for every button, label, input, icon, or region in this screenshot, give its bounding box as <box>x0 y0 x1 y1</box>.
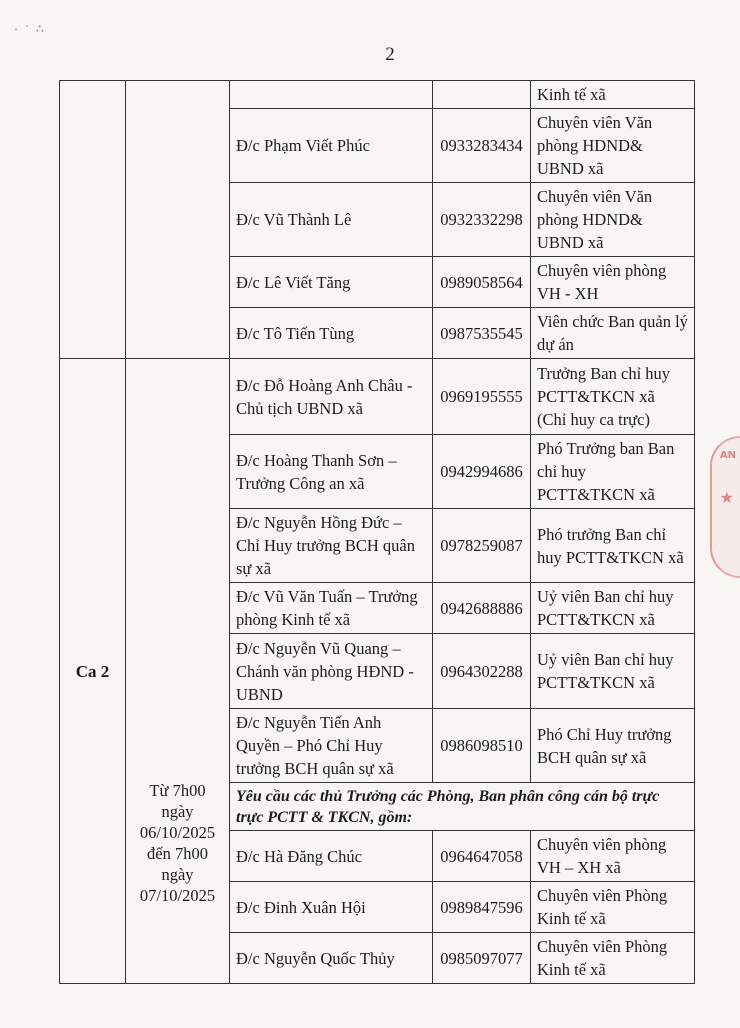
role-cell: Chuyên viên phòng VH - XH <box>531 257 695 308</box>
name-cell: Đ/c Nguyễn Hồng Đức – Chỉ Huy trưởng BCH quân sự xã <box>230 509 433 583</box>
star-icon: ★ <box>719 490 734 507</box>
shift-cell-prev <box>60 81 126 359</box>
shift-time-text: Từ 7h00 ngày 06/10/2025 đến 7h00 ngày 07/10/2025 <box>139 781 216 905</box>
name-cell: Đ/c Hoàng Thanh Sơn – Trưởng Công an xã <box>230 435 433 509</box>
phone-cell <box>433 81 531 109</box>
phone-cell: 0989058564 <box>433 257 531 308</box>
name-cell: Đ/c Tô Tiến Tùng <box>230 308 433 359</box>
name-cell: Đ/c Nguyễn Vũ Quang – Chánh văn phòng HĐND - UBND <box>230 634 433 709</box>
name-cell: Đ/c Vũ Thành Lê <box>230 183 433 257</box>
name-cell: Đ/c Lê Viết Tăng <box>230 257 433 308</box>
role-cell: Chuyên viên Phòng Kinh tế xã <box>531 933 695 984</box>
role-cell: Phó Trưởng ban Ban chỉ huy PCTT&TKCN xã <box>531 435 695 509</box>
role-cell: Phó Chỉ Huy trưởng BCH quân sự xã <box>531 709 695 783</box>
shift-label: Ca 2 <box>60 359 126 984</box>
page-number: 2 <box>385 44 395 65</box>
time-cell-prev <box>126 81 230 359</box>
role-cell: Chuyên viên phòng VH – XH xã <box>531 831 695 882</box>
phone-cell: 0964647058 <box>433 831 531 882</box>
name-cell: Đ/c Đinh Xuân Hội <box>230 882 433 933</box>
phone-cell: 0932332298 <box>433 183 531 257</box>
phone-cell: 0933283434 <box>433 109 531 183</box>
role-cell: Phó trưởng Ban chỉ huy PCTT&TKCN xã <box>531 509 695 583</box>
phone-cell: 0978259087 <box>433 509 531 583</box>
phone-cell: 0969195555 <box>433 359 531 435</box>
phone-cell: 0985097077 <box>433 933 531 984</box>
corner-marks: · ˙ ∴ <box>14 22 46 36</box>
table-row <box>60 359 695 435</box>
table-row <box>60 81 695 109</box>
name-cell: Đ/c Đỗ Hoàng Anh Châu - Chủ tịch UBND xã <box>230 359 433 435</box>
role-cell: Viên chức Ban quản lý dự án <box>531 308 695 359</box>
seal-lettering: AN <box>719 450 736 461</box>
duty-roster-table <box>59 80 695 984</box>
name-cell: Đ/c Vũ Văn Tuấn – Trưởng phòng Kinh tế xã <box>230 583 433 634</box>
role-cell: Uỷ viên Ban chỉ huy PCTT&TKCN xã <box>531 634 695 709</box>
name-cell: Đ/c Nguyễn Tiến Anh Quyền – Phó Chỉ Huy trưởng BCH quân sự xã <box>230 709 433 783</box>
phone-cell: 0942688886 <box>433 583 531 634</box>
phone-cell: 0964302288 <box>433 634 531 709</box>
name-cell <box>230 81 433 109</box>
role-cell: Chuyên viên Văn phòng HDND& UBND xã <box>531 109 695 183</box>
role-cell: Chuyên viên Văn phòng HDND& UBND xã <box>531 183 695 257</box>
phone-cell: 0942994686 <box>433 435 531 509</box>
name-cell: Đ/c Hà Đăng Chúc <box>230 831 433 882</box>
phone-cell: 0989847596 <box>433 882 531 933</box>
role-cell: Chuyên viên Phòng Kinh tế xã <box>531 882 695 933</box>
shift-time <box>126 359 230 984</box>
phone-cell: 0987535545 <box>433 308 531 359</box>
staff-request-notice: Yêu cầu các thủ Trưởng các Phòng, Ban phân công cán bộ trực trực PCTT & TKCN, gồm: <box>230 783 695 831</box>
name-cell: Đ/c Nguyễn Quốc Thủy <box>230 933 433 984</box>
role-cell: Kinh tế xã <box>531 81 695 109</box>
name-cell: Đ/c Phạm Viết Phúc <box>230 109 433 183</box>
role-cell: Uỷ viên Ban chỉ huy PCTT&TKCN xã <box>531 583 695 634</box>
phone-cell: 0986098510 <box>433 709 531 783</box>
role-cell: Trưởng Ban chỉ huy PCTT&TKCN xã (Chỉ huy ca trực) <box>531 359 695 435</box>
